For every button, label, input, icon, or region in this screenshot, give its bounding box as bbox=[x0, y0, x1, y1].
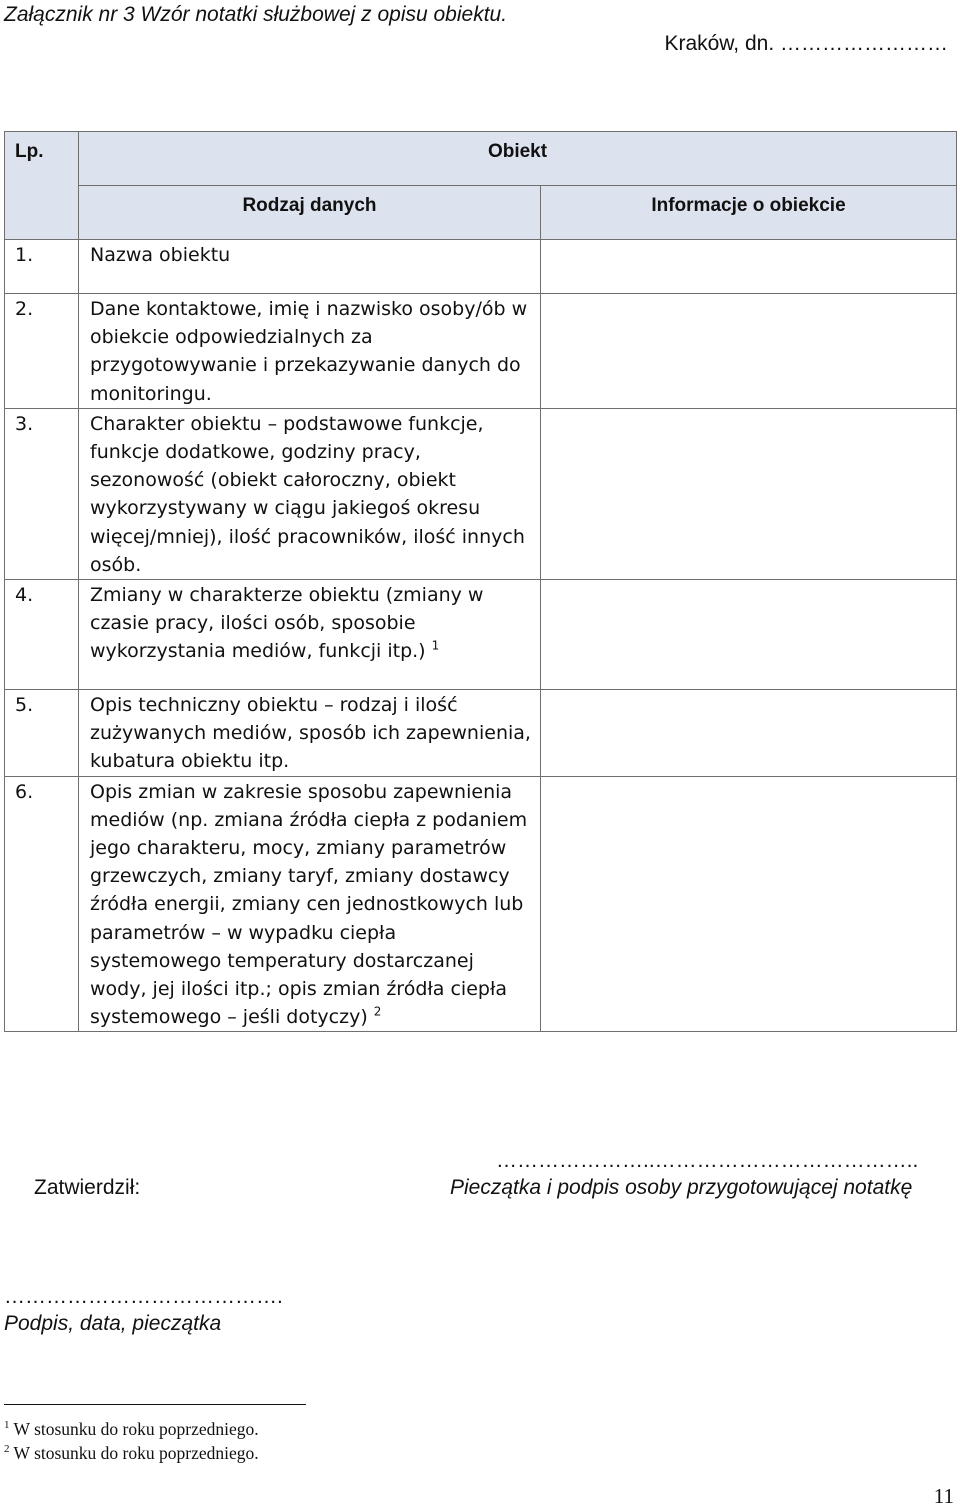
preparer-signature-caption: Pieczątka i podpis osoby przygotowującej notatkę bbox=[450, 1176, 913, 1199]
footnote-1: $^1$ W stosunku do roku poprzedniego. bbox=[4, 1419, 259, 1439]
footnote-separator bbox=[4, 1404, 306, 1405]
row-info-cell[interactable] bbox=[541, 240, 957, 294]
row-number: 1. bbox=[5, 240, 79, 294]
table-header-row-top bbox=[5, 132, 957, 186]
row-info-cell[interactable] bbox=[541, 690, 957, 777]
signature-line-approver: …………………………………. bbox=[4, 1285, 283, 1308]
signature-line-preparer: …………………..……………………………….. bbox=[496, 1149, 919, 1172]
header-informacje: Informacje o obiekcie bbox=[541, 186, 957, 240]
row-description: Charakter obiektu – podstawowe funkcje, funkcje dodatkowe, godziny pracy, sezonowość (obiekt całoroczny, obiekt wykorzystywany w ciągu jakiegoś okresu więcej/mniej), ilość pracowników, ilość innych osób. bbox=[79, 408, 541, 579]
table-row bbox=[5, 408, 957, 579]
row-number: 4. bbox=[5, 580, 79, 690]
table-row bbox=[5, 580, 957, 690]
place-and-date: Kraków, dn. …………………… bbox=[664, 32, 948, 55]
header-lp: Lp. bbox=[5, 132, 79, 240]
document-title: Załącznik nr 3 Wzór notatki służbowej z opisu obiektu. bbox=[4, 3, 508, 26]
row-description: Dane kontaktowe, imię i nazwisko osoby/ób w obiekcie odpowiedzialnych za przygotowywanie i przekazywanie danych do monitoringu. bbox=[79, 294, 541, 409]
footnote-marker: 1 bbox=[431, 639, 440, 654]
header-obiekt: Obiekt bbox=[79, 132, 957, 186]
row-description: Opis techniczny obiektu – rodzaj i ilość zużywanych mediów, sposób ich zapewnienia, kubatura obiektu itp. bbox=[79, 690, 541, 777]
table-row bbox=[5, 776, 957, 1032]
approved-label: Zatwierdził: bbox=[34, 1176, 141, 1199]
footnote-2: $^2$ W stosunku do roku poprzedniego. bbox=[4, 1443, 259, 1463]
page-number: 11 bbox=[933, 1484, 954, 1508]
table-row bbox=[5, 294, 957, 409]
table-header-row-sub bbox=[5, 186, 957, 240]
row-number: 5. bbox=[5, 690, 79, 777]
row-info-cell[interactable] bbox=[541, 294, 957, 409]
table-row bbox=[5, 240, 957, 294]
row-info-cell[interactable] bbox=[541, 776, 957, 1032]
row-description: Nazwa obiektu bbox=[79, 240, 541, 294]
object-data-table bbox=[4, 131, 957, 1032]
approver-signature-caption: Podpis, data, pieczątka bbox=[4, 1312, 222, 1335]
row-info-cell[interactable] bbox=[541, 408, 957, 579]
row-description: Opis zmian w zakresie sposobu zapewnienia mediów (np. zmiana źródła ciepła z podaniem jego charakteru, mocy, zmiany parametrów grzewczych, zmiany taryf, zmiany dostawcy źródła energii, zmiany cen jednostkowych lub parametrów – w wypadku ciepła systemowego temperatury dostarczanej wody, jej ilości itp.; opis zmian źródła ciepła systemowego – jeśli dotyczy) $^2$ bbox=[79, 776, 541, 1032]
header-rodzaj-danych: Rodzaj danych bbox=[79, 186, 541, 240]
row-number: 2. bbox=[5, 294, 79, 409]
table-row bbox=[5, 690, 957, 777]
row-number: 6. bbox=[5, 776, 79, 1032]
row-description: Zmiany w charakterze obiektu (zmiany w czasie pracy, ilości osób, sposobie wykorzystania mediów, funkcji itp.) $^1$ bbox=[79, 580, 541, 690]
footnote-marker: 2 bbox=[373, 1004, 382, 1019]
row-number: 3. bbox=[5, 408, 79, 579]
row-info-cell[interactable] bbox=[541, 580, 957, 690]
